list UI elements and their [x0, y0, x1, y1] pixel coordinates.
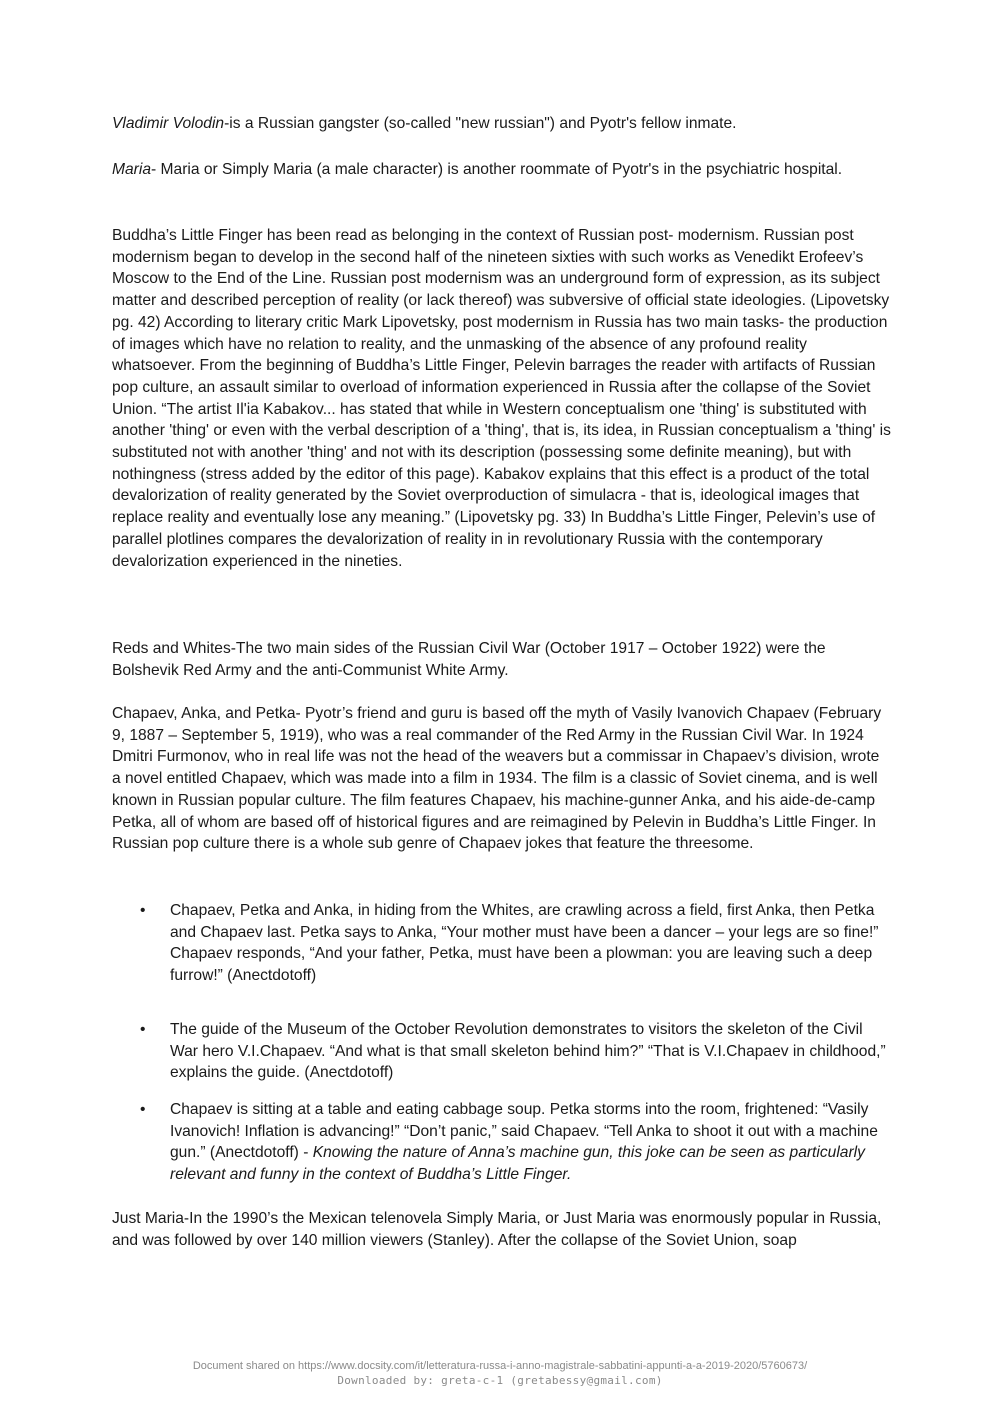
term-maria: Maria — [112, 161, 151, 178]
bullet-text: The guide of the Museum of the October Revolution demonstrates to visitors the skeleton of the Civil War hero V.I.Chapaev. “And what is that small skeleton behind him?” “That is V.I.Chapaev in childhood,” explains the guide. (Anectdotoff) — [170, 1021, 886, 1082]
footer-shared-link[interactable]: Document shared on https://www.docsity.com/it/letteratura-russa-i-anno-magistrale-sabbatini-appunti-a-a-2019-2020/5760673/ — [192, 1360, 808, 1372]
bullet-italic-comment: Knowing the nature of Anna’s machine gun, this joke can be seen as particularly relevant and funny in the context of Buddha’s Little Finger. — [170, 1144, 865, 1184]
bullet-icon: • — [140, 1021, 146, 1038]
bullet-list-item — [112, 1019, 892, 1084]
footer-downloaded-by: Downloaded by: greta-c-1 (gretabessy@gmail.com) — [337, 1374, 663, 1387]
bullet-list-item — [112, 1099, 892, 1186]
term-volodin: Vladimir Volodin — [112, 115, 225, 132]
paragraph-volodin — [112, 113, 892, 135]
bullet-text: Chapaev, Petka and Anka, in hiding from the Whites, are crawling across a field, first Anka, then Petka and Chapaev last. Petka says to Anka, “Your mother must have been a dancer – your legs are so fine!” Chapaev responds, “And your father, Petka, must have been a plowman: you are leaving such a deep furrow!” (Anectdotoff) — [170, 902, 879, 985]
paragraph-maria — [112, 159, 892, 181]
paragraph-buddhas-little-finger: Buddha’s Little Finger has been read as belonging in the context of Russian post- modernism. Russian post modernism began to develop in the second half of the nineteen sixties with such works as Venedikt Erofeev’s Moscow to the End of the Line. Russian post modernism was an underground form of expression, as its subject matter and described perception of reality (or lack thereof) was subversive of official state ideologies. (Lipovetsky pg. 42) According to literary critic Mark Lipovetsky, post modernism in Russia has two main tasks- the production of images which have no relation to reality, and the unmasking of the absence of any profound reality whatsoever. From the beginning of Buddha’s Little Finger, Pelevin barrages the reader with artifacts of Russian pop culture, an assault similar to overload of information experienced in Russia after the collapse of the Soviet Union. “The artist Il'ia Kabakov... has stated that while in Western conceptualism one 'thing' is substituted with another 'thing' or even with the verbal description of a 'thing', that is, its idea, in Russian conceptualism a 'thing' is substituted not with another 'thing' and not with its description (possessing some definite meaning), but with nothingness (stress added by the editor of this page). Kabakov explains that this effect is a product of the total devalorization of reality generated by the Soviet overproduction of simulacra - that is, ideological images that replace reality and eventually lose any meaning.” (Lipovetsky pg. 33) In Buddha’s Little Finger, Pelevin’s use of parallel plotlines compares the devalorization of reality in in revolutionary Russia with the contemporary devalorization experienced in the nineties. — [112, 227, 891, 570]
bullet-list-item — [112, 900, 892, 987]
paragraph-reds-and-whites: Reds and Whites-The two main sides of the Russian Civil War (October 1917 – October 1922) were the Bolshevik Red Army and the anti-Communist White Army. — [112, 640, 826, 679]
definition-maria: - Maria or Simply Maria (a male character) is another roommate of Pyotr's in the psychiatric hospital. — [151, 161, 843, 178]
bullet-icon: • — [140, 1101, 146, 1118]
paragraph-just-maria: Just Maria-In the 1990’s the Mexican telenovela Simply Maria, or Just Maria was enormously popular in Russia, and was followed by over 140 million viewers (Stanley). After the collapse of the Soviet Union, soap — [112, 1210, 882, 1249]
bullet-text: Chapaev is sitting at a table and eating cabbage soup. Petka storms into the room, frightened: “Vasily Ivanovich! Inflation is advancing!” “Don’t panic,” said Chapaev. “Tell Anka to shoot it out with a machine gun.” (Anectdotoff) - — [170, 1101, 878, 1162]
bullet-icon: • — [140, 902, 146, 919]
definition-volodin: -is a Russian gangster (so-called "new russian") and Pyotr's fellow inmate. — [224, 115, 737, 132]
paragraph-chapaev: Chapaev, Anka, and Petka- Pyotr’s friend and guru is based off the myth of Vasily Ivanovich Chapaev (February 9, 1887 – September 5, 1919), who was a real commander of the Red Army in the Russian Civil War. In 1924 Dmitri Furmonov, who in real life was not the head of the weavers but a commissar in Chapaev’s division, wrote a novel entitled Chapaev, which was made into a film in 1934. The film is a classic of Soviet cinema, and is well known in Russian popular culture. The film features Chapaev, his machine-gunner Anka, and his aide-de-camp Petka, all of whom are based off of historical figures and are reimagined by Pelevin in Buddha’s Little Finger. In Russian pop culture there is a whole sub genre of Chapaev jokes that feature the threesome. — [112, 705, 882, 853]
